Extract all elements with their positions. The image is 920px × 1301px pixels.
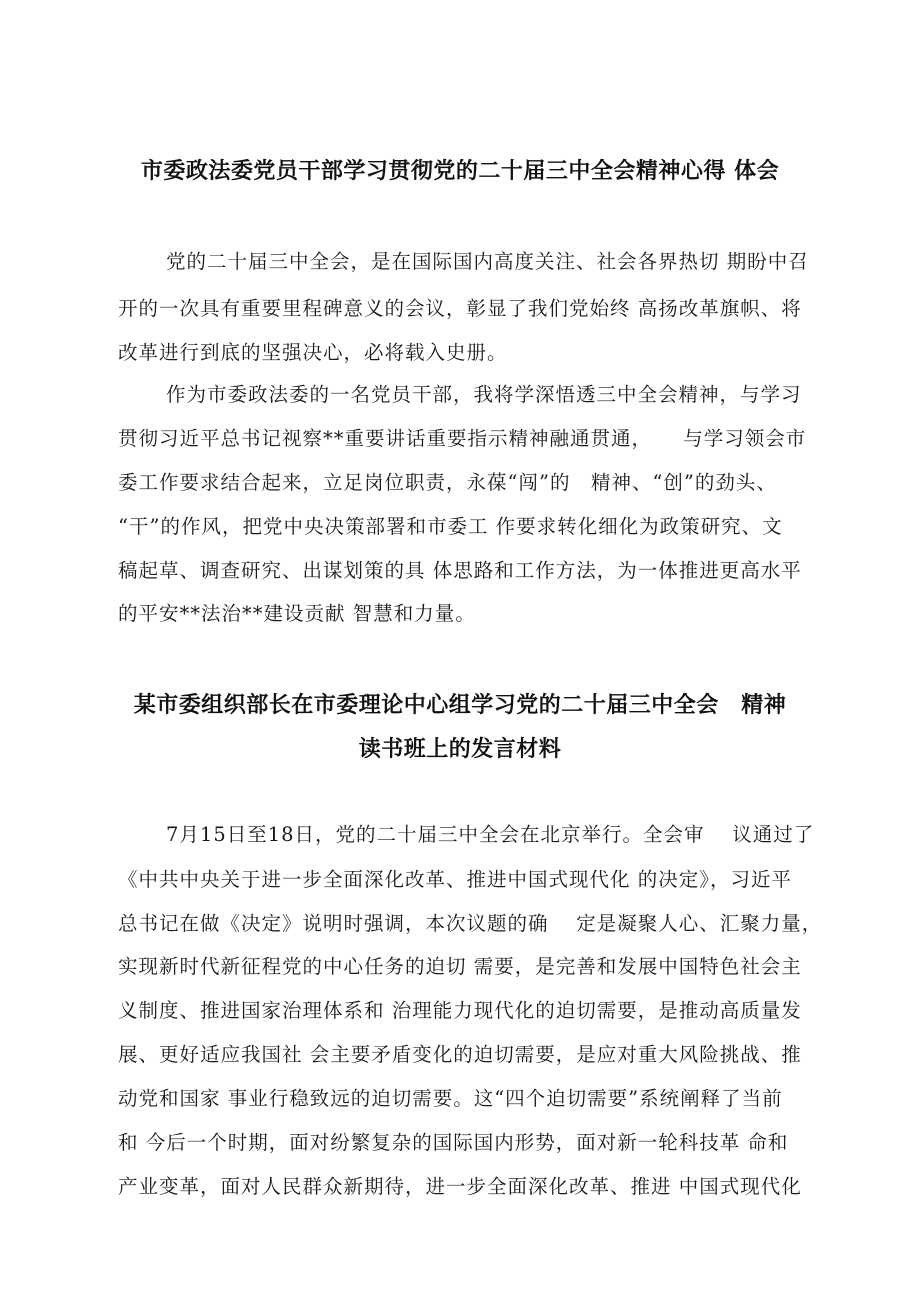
article-1-line: 稿起草、调查研究、出谋划策的具 体思路和工作方法，为一体推进更高水平 <box>118 559 802 582</box>
article-2-line: 产业变革，面对人民群众新期待，进一步全面深化改革、推进 中国式现代化 <box>118 1175 802 1198</box>
article-2-title-line-1: 某市委组织部长在市委理论中心组学习党的二十届三中全会 精神 <box>133 693 787 718</box>
article-1-line: 贯彻习近平总书记视察**重要讲话重要指示精神融通贯通， 与学习领会市 <box>118 427 807 450</box>
article-2-line: 实现新时代新征程党的中心任务的迫切 需要，是完善和发展中国特色社会主 <box>118 955 802 978</box>
article-2-line: 7月15日至18日，党的二十届三中全会在北京举行。全会审 议通过了 <box>166 823 815 846</box>
article-2-line: 动党和国家 事业行稳致远的迫切需要。这“四个迫切需要”系统阐释了当前 <box>118 1087 783 1110</box>
article-1-line: 作为市委政法委的一名党员干部，我将学深悟透三中全会精神，与学习 <box>166 383 802 406</box>
article-1-line: 改革进行到底的坚强决心，必将载入史册。 <box>118 341 508 364</box>
article-2-line: 展、更好适应我国社 会主要矛盾变化的迫切需要，是应对重大风险挑战、推 <box>118 1043 802 1066</box>
article-2-line: 和 今后一个时期，面对纷繁复杂的国际国内形势，面对新一轮科技革 命和 <box>118 1131 789 1154</box>
article-1-line: 委工作要求结合起来，立足岗位职责，永葆“闯”的 精神、“创”的劲头、 <box>118 471 777 494</box>
article-2-title-line-2: 读书班上的发言材料 <box>358 737 562 762</box>
article-2-line: 《中共中央关于进一步全面深化改革、推进中国式现代化 的决定》，习近平 <box>118 868 792 891</box>
article-1-title-text: 市委政法委党员干部学习贯彻党的二十届三中全会精神心得 体会 <box>140 159 780 184</box>
article-1-title <box>0 152 920 192</box>
article-1-line: 党的二十届三中全会，是在国际国内高度关注、社会各界热切 期盼中召 <box>166 250 809 273</box>
article-2-title <box>0 686 920 770</box>
article-2-line: 总书记在做《决定》说明时强调，本次议题的确 定是凝聚人心、汇聚力量， <box>118 912 823 935</box>
article-1-line: “干”的作风，把党中央决策部署和市委工 作要求转化细化为政策研究、文 <box>118 515 783 538</box>
article-1-line: 开的一次具有重要里程碑意义的会议，彰显了我们党始终 高扬改革旗帜、将 <box>118 297 802 320</box>
article-1-line: 的平安**法治**建设贡献 智慧和力量。 <box>118 602 476 625</box>
article-2-line: 义制度、推进国家治理体系和 治理能力现代化的迫切需要，是推动高质量发 <box>118 999 802 1022</box>
